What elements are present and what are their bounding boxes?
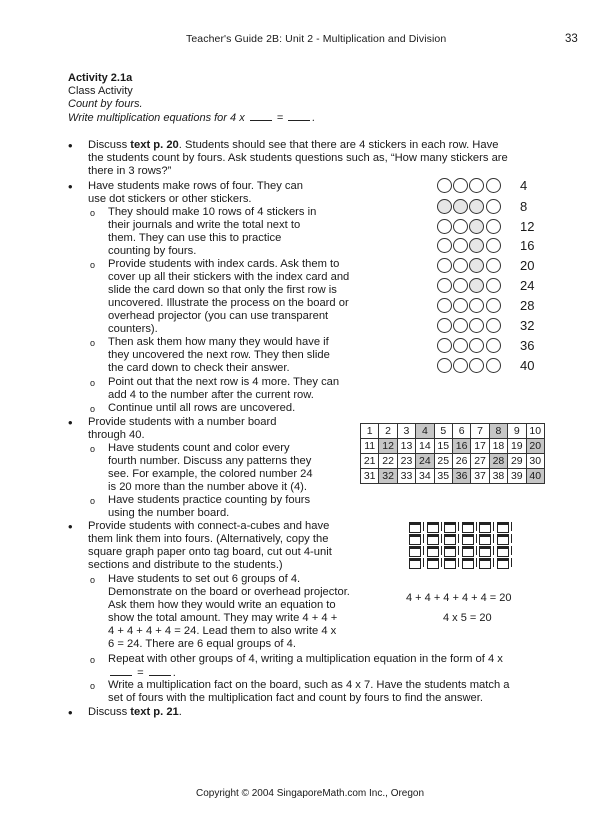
- board-cell-highlighted: 4: [416, 424, 434, 439]
- activity-type: Class Activity: [68, 85, 133, 97]
- bullet-icon: •: [68, 415, 73, 430]
- board-cell: 10: [526, 424, 544, 439]
- board-cell: 14: [416, 439, 434, 454]
- row-total-label: 24: [520, 278, 535, 293]
- board-cell-highlighted: 8: [489, 424, 507, 439]
- board-cell: 13: [397, 439, 415, 454]
- paragraph-rows-of-four: Have students make rows of four. They can use dot stickers or other stickers.: [88, 180, 303, 205]
- board-cell: 5: [434, 424, 452, 439]
- page-header: Teacher's Guide 2B: Unit 2 - Multiplication and Division: [186, 33, 447, 45]
- cube-stack: [479, 522, 491, 570]
- board-cell: 39: [508, 469, 526, 484]
- board-cell-highlighted: 36: [452, 469, 470, 484]
- sub-bullet-icon: o: [90, 338, 96, 348]
- activity-title: Activity 2.1a: [68, 72, 133, 84]
- sub-item-six-groups: Have students to set out 6 groups of 4. Demonstrate on the board or overhead projector. Ask them how they would write an equation to show the total amount. They may write 4 + 4 + 4 + 4 + 4 + 4 = 24. Lead them to also write 4 x 6 = 24. There are 6 equal groups of 4.: [108, 573, 350, 650]
- board-cell: 7: [471, 424, 489, 439]
- row-total-label: 16: [520, 238, 535, 253]
- board-cell: 25: [434, 454, 452, 469]
- sub-bullet-icon: o: [90, 444, 96, 454]
- sub-item-match-fact: Write a multiplication fact on the board, such as 4 x 7. Have the students match a set of fours with the multiplication fact and count by fours to find the answer.: [108, 679, 510, 704]
- sub-item-next-row: Then ask them how many they would have if they uncovered the next row. They then slide the card down to check their answer.: [108, 336, 330, 374]
- board-cell: 3: [397, 424, 415, 439]
- board-cell-highlighted: 40: [526, 469, 544, 484]
- cube-stack: [444, 522, 456, 570]
- sub-item-ten-rows: They should make 10 rows of 4 stickers in their journals and write the total next to them. They can use this to practice counting by fours.: [108, 206, 317, 257]
- cube-stack: [497, 522, 509, 570]
- board-cell: 38: [489, 469, 507, 484]
- sub-bullet-icon: o: [90, 260, 96, 270]
- sub-item-four-more: Point out that the next row is 4 more. They can add 4 to the number after the current row.: [108, 376, 340, 401]
- sub-bullet-icon: o: [90, 496, 96, 506]
- paragraph-discuss-p21: Discuss text p. 21.: [88, 706, 182, 718]
- sub-item-index-cards: Provide students with index cards. Ask them to cover up all their stickers with the index card and slide the card down so that only the first row is uncovered. Illustrate the process on the board or overhead projector (you can use transparent counters).: [108, 258, 350, 335]
- cube-stack: [462, 522, 474, 570]
- row-total-label: 40: [520, 358, 535, 373]
- board-row: [361, 439, 545, 454]
- sub-bullet-icon: o: [90, 378, 96, 388]
- row-total-label: 32: [520, 318, 535, 333]
- sub-item-practice-board: Have students practice counting by fours using the number board.: [108, 494, 311, 519]
- sub-item-color-every-fourth: Have students count and color every fourth number. Discuss any patterns they see. For example, the colored number 24 is 20 more than the number above it (4).: [108, 442, 313, 493]
- board-row: [361, 424, 545, 439]
- sub-item-repeat: Repeat with other groups of 4, writing a multiplication equation in the form of 4 x = .: [108, 653, 503, 679]
- board-cell-highlighted: 20: [526, 439, 544, 454]
- board-cell-highlighted: 12: [379, 439, 397, 454]
- board-cell: 35: [434, 469, 452, 484]
- board-cell: 27: [471, 454, 489, 469]
- number-board: [360, 423, 545, 484]
- board-cell-highlighted: 16: [452, 439, 470, 454]
- board-cell: 34: [416, 469, 434, 484]
- row-total-label: 12: [520, 219, 535, 234]
- bullet-icon: •: [68, 519, 73, 534]
- paragraph-number-board: Provide students with a number board through 40.: [88, 416, 277, 441]
- board-cell: 19: [508, 439, 526, 454]
- row-total-label: 20: [520, 258, 535, 273]
- board-cell: 6: [452, 424, 470, 439]
- sub-bullet-icon: o: [90, 681, 96, 691]
- board-cell: 18: [489, 439, 507, 454]
- board-cell: 30: [526, 454, 544, 469]
- bullet-icon: •: [68, 705, 73, 720]
- activity-block: [68, 72, 315, 125]
- board-cell: 23: [397, 454, 415, 469]
- page-number: 33: [565, 33, 578, 45]
- bullet-icon: •: [68, 138, 73, 153]
- board-cell: 26: [452, 454, 470, 469]
- board-cell: 11: [361, 439, 379, 454]
- paragraph-connect-a-cubes: Provide students with connect-a-cubes and have them link them into fours. (Alternatively, copy the square graph paper onto tag board, cut out 4-unit sections and distribute to the students.): [88, 520, 332, 571]
- addition-equation: 4 + 4 + 4 + 4 + 4 = 20: [406, 592, 512, 604]
- board-row: [361, 454, 545, 469]
- sub-bullet-icon: o: [90, 208, 96, 218]
- sub-bullet-icon: o: [90, 575, 96, 585]
- cube-stack: [409, 522, 421, 570]
- row-total-label: 28: [520, 298, 535, 313]
- board-cell-highlighted: 24: [416, 454, 434, 469]
- sub-bullet-icon: o: [90, 655, 96, 665]
- board-cell-highlighted: 28: [489, 454, 507, 469]
- multiplication-equation: 4 x 5 = 20: [443, 612, 492, 624]
- sub-bullet-icon: o: [90, 404, 96, 414]
- board-cell: 17: [471, 439, 489, 454]
- page-footer: Copyright © 2004 SingaporeMath.com Inc., Oregon: [196, 788, 425, 799]
- sub-item-continue: Continue until all rows are uncovered.: [108, 402, 296, 414]
- board-cell: 2: [379, 424, 397, 439]
- bullet-icon: •: [68, 179, 73, 194]
- connect-a-cubes-diagram: [409, 522, 514, 570]
- board-cell: 9: [508, 424, 526, 439]
- row-total-label: 4: [520, 178, 528, 193]
- activity-instruction: Write multiplication equations for 4 x = .: [68, 112, 316, 124]
- board-cell: 22: [379, 454, 397, 469]
- row-total-label: 8: [520, 199, 528, 214]
- board-cell: 33: [397, 469, 415, 484]
- paragraph-discuss-p20: Discuss text p. 20. Students should see that there are 4 stickers in each row. Have the students count by fours. Ask students questions such as, “How many stickers are there in 3 rows?”: [88, 139, 508, 177]
- board-cell: 15: [434, 439, 452, 454]
- board-cell: 21: [361, 454, 379, 469]
- activity-subtitle: Count by fours.: [68, 98, 143, 110]
- board-cell: 29: [508, 454, 526, 469]
- board-cell: 37: [471, 469, 489, 484]
- board-cell-highlighted: 32: [379, 469, 397, 484]
- board-cell: 1: [361, 424, 379, 439]
- board-cell: 31: [361, 469, 379, 484]
- cube-stack: [427, 522, 439, 570]
- board-row: [361, 469, 545, 484]
- row-total-label: 36: [520, 338, 535, 353]
